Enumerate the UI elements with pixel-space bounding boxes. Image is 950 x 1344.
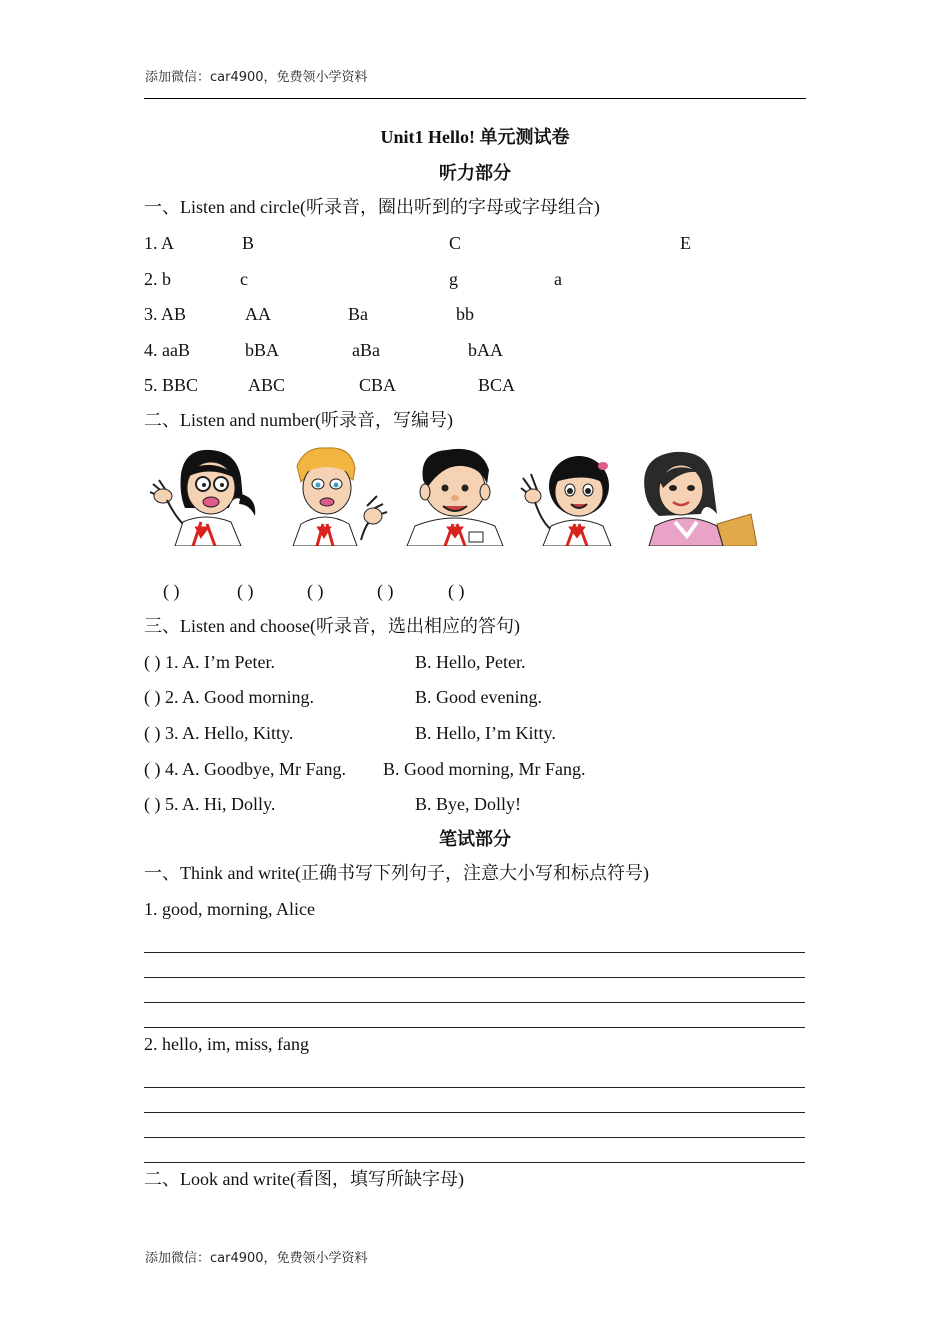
girl-waving-icon [517, 444, 621, 546]
write-question-2: 2. hello, im, miss, fang [144, 1034, 309, 1054]
teacher-icon [631, 444, 757, 546]
option: bBA [245, 340, 280, 360]
option: C [449, 233, 462, 253]
choice-option-b: B. Hello, Peter. [415, 652, 526, 672]
choice-option-a: ( ) 5. A. Hi, Dolly. [144, 794, 276, 814]
choice-item-4 [144, 758, 586, 780]
choice-option-a: ( ) 4. A. Goodbye, Mr Fang. [144, 759, 346, 779]
listen-choose-heading: 三、Listen and choose(听录音，选出相应的答句) [144, 616, 520, 636]
writing-line[interactable] [144, 1002, 805, 1003]
header-rule [144, 98, 806, 99]
writing-line[interactable] [144, 977, 805, 978]
writing-line[interactable] [144, 1112, 805, 1113]
choice-option-a: ( ) 3. A. Hello, Kitty. [144, 723, 294, 743]
page-footer-note: 添加微信：car4900，免费领小学资料 [145, 1251, 368, 1266]
option: CBA [359, 375, 397, 395]
number-blank-3[interactable]: ( ) [307, 581, 324, 601]
choice-item-5 [144, 793, 521, 815]
choice-option-b: B. Good evening. [415, 687, 542, 707]
number-blank-5[interactable]: ( ) [448, 581, 465, 601]
writing-line[interactable] [144, 1087, 805, 1088]
option: aBa [352, 340, 380, 360]
option: B [242, 233, 255, 253]
option: bb [456, 304, 474, 324]
choice-item-2 [144, 686, 542, 708]
choice-item-3 [144, 722, 556, 744]
option: Ba [348, 304, 368, 324]
write-question-1: 1. good, morning, Alice [144, 899, 315, 919]
page-header-note: 添加微信：car4900，免费领小学资料 [145, 70, 368, 85]
choice-item-1 [144, 651, 526, 673]
writing-heading: 笔试部分 [439, 829, 511, 849]
choice-option-a: ( ) 1. A. I’m Peter. [144, 652, 275, 672]
option: g [449, 269, 458, 289]
option: 4. aaB [144, 340, 190, 360]
number-blank-1[interactable]: ( ) [163, 581, 180, 601]
choice-option-a: ( ) 2. A. Good morning. [144, 687, 314, 707]
option: BCA [478, 375, 516, 395]
writing-line[interactable] [144, 1027, 805, 1028]
option: 5. BBC [144, 375, 199, 395]
boy-blond-icon [287, 444, 391, 546]
choice-option-b: B. Bye, Dolly! [415, 794, 521, 814]
listen-circle-heading: 一、Listen and circle(听录音，圈出听到的字母或字母组合) [144, 197, 600, 217]
writing-line[interactable] [144, 1137, 805, 1138]
option: E [680, 233, 691, 253]
page-title: Unit1 Hello! 单元测试卷 [380, 127, 570, 147]
look-write-heading: 二、Look and write(看图，填写所缺字母) [144, 1169, 464, 1189]
option: a [554, 269, 562, 289]
option: bAA [468, 340, 503, 360]
choice-option-b: B. Hello, I’m Kitty. [415, 723, 556, 743]
listening-heading: 听力部分 [439, 163, 511, 183]
option: 3. AB [144, 304, 187, 324]
number-blank-4[interactable]: ( ) [377, 581, 394, 601]
writing-line[interactable] [144, 952, 805, 953]
number-blank-2[interactable]: ( ) [237, 581, 254, 601]
option: ABC [248, 375, 286, 395]
listen-number-heading: 二、Listen and number(听录音，写编号) [144, 410, 453, 430]
writing-line[interactable] [144, 1162, 805, 1163]
choice-option-b: B. Good morning, Mr Fang. [383, 759, 586, 779]
option: AA [245, 304, 271, 324]
think-write-heading: 一、Think and write(正确书写下列句子，注意大小写和标点符号) [144, 863, 649, 883]
option: 1. A [144, 233, 175, 253]
boy-black-hair-icon [403, 444, 507, 546]
option: 2. b [144, 269, 171, 289]
option: c [240, 269, 248, 289]
girl-glasses-icon [145, 444, 263, 546]
